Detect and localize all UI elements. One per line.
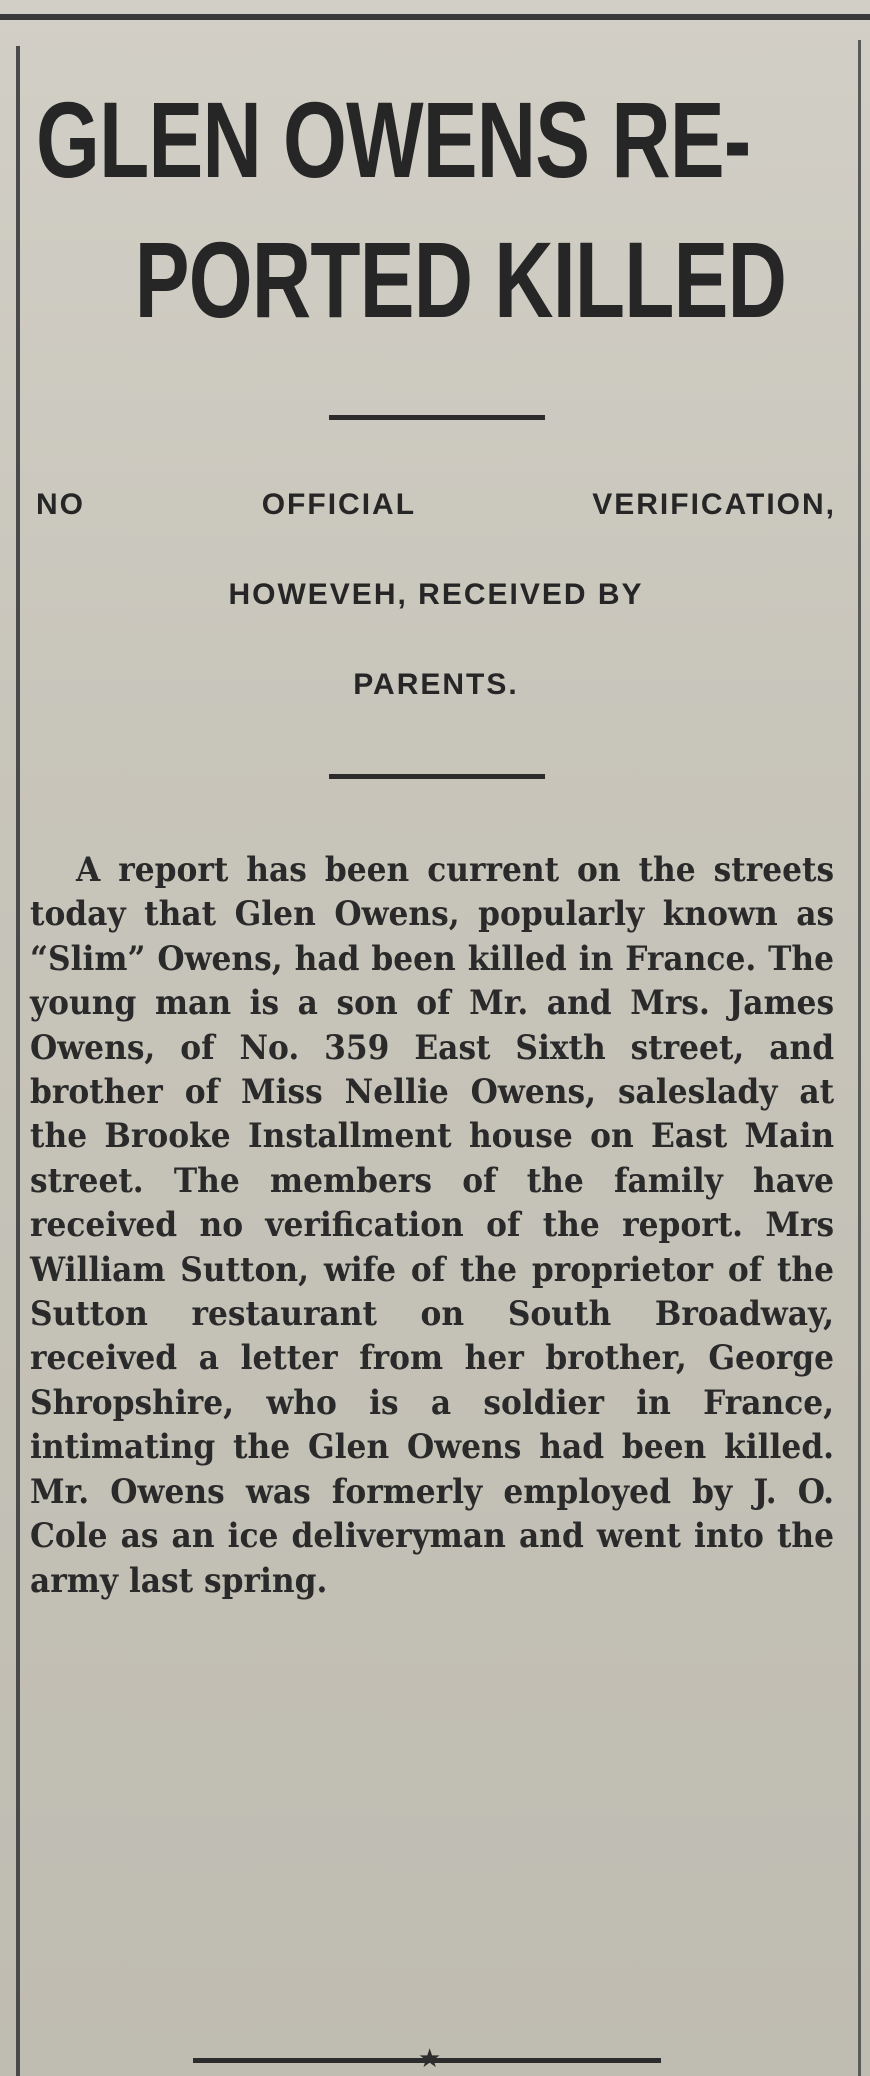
left-column-rule — [16, 46, 20, 2076]
star-icon: ★ — [418, 2044, 442, 2074]
headline-line-2: PORTED KILLED — [134, 219, 787, 340]
subheadline-line-3: PARENTS. — [353, 668, 519, 701]
headline — [36, 70, 787, 350]
article-body: A report has been current on the streets today that Glen Owens, popularly known as “Slim” Owens, had been killed in France. The young man is a son of Mr. and Mrs. James Owens, of No. 359 East Sixth street, and brother of Miss Nellie Owens, saleslady at the Brooke Installment house on East Main street. The members of the family have received no verification of the report. Mrs William Sutton, wife of the proprietor of the Sutton restaurant on South Broadway, received a letter from her brother, George Shropshire, who is a soldier in France, intimating the Glen Owens had been killed. Mr. Owens was formerly employed by J. O. Cole as an ice deliveryman and went into the army last spring. — [30, 850, 835, 1601]
headline-divider — [329, 415, 545, 420]
subheadline-divider — [329, 774, 545, 779]
right-column-rule — [858, 40, 861, 2076]
subheadline-line-2: HOWEVEH, RECEIVED BY — [228, 578, 644, 611]
subheadline — [36, 470, 836, 740]
top-column-rule — [0, 14, 870, 20]
subheadline-line-1: NO OFFICIAL VERIFICATION, — [36, 488, 836, 521]
headline-line-1: GLEN OWENS RE- — [36, 79, 751, 200]
